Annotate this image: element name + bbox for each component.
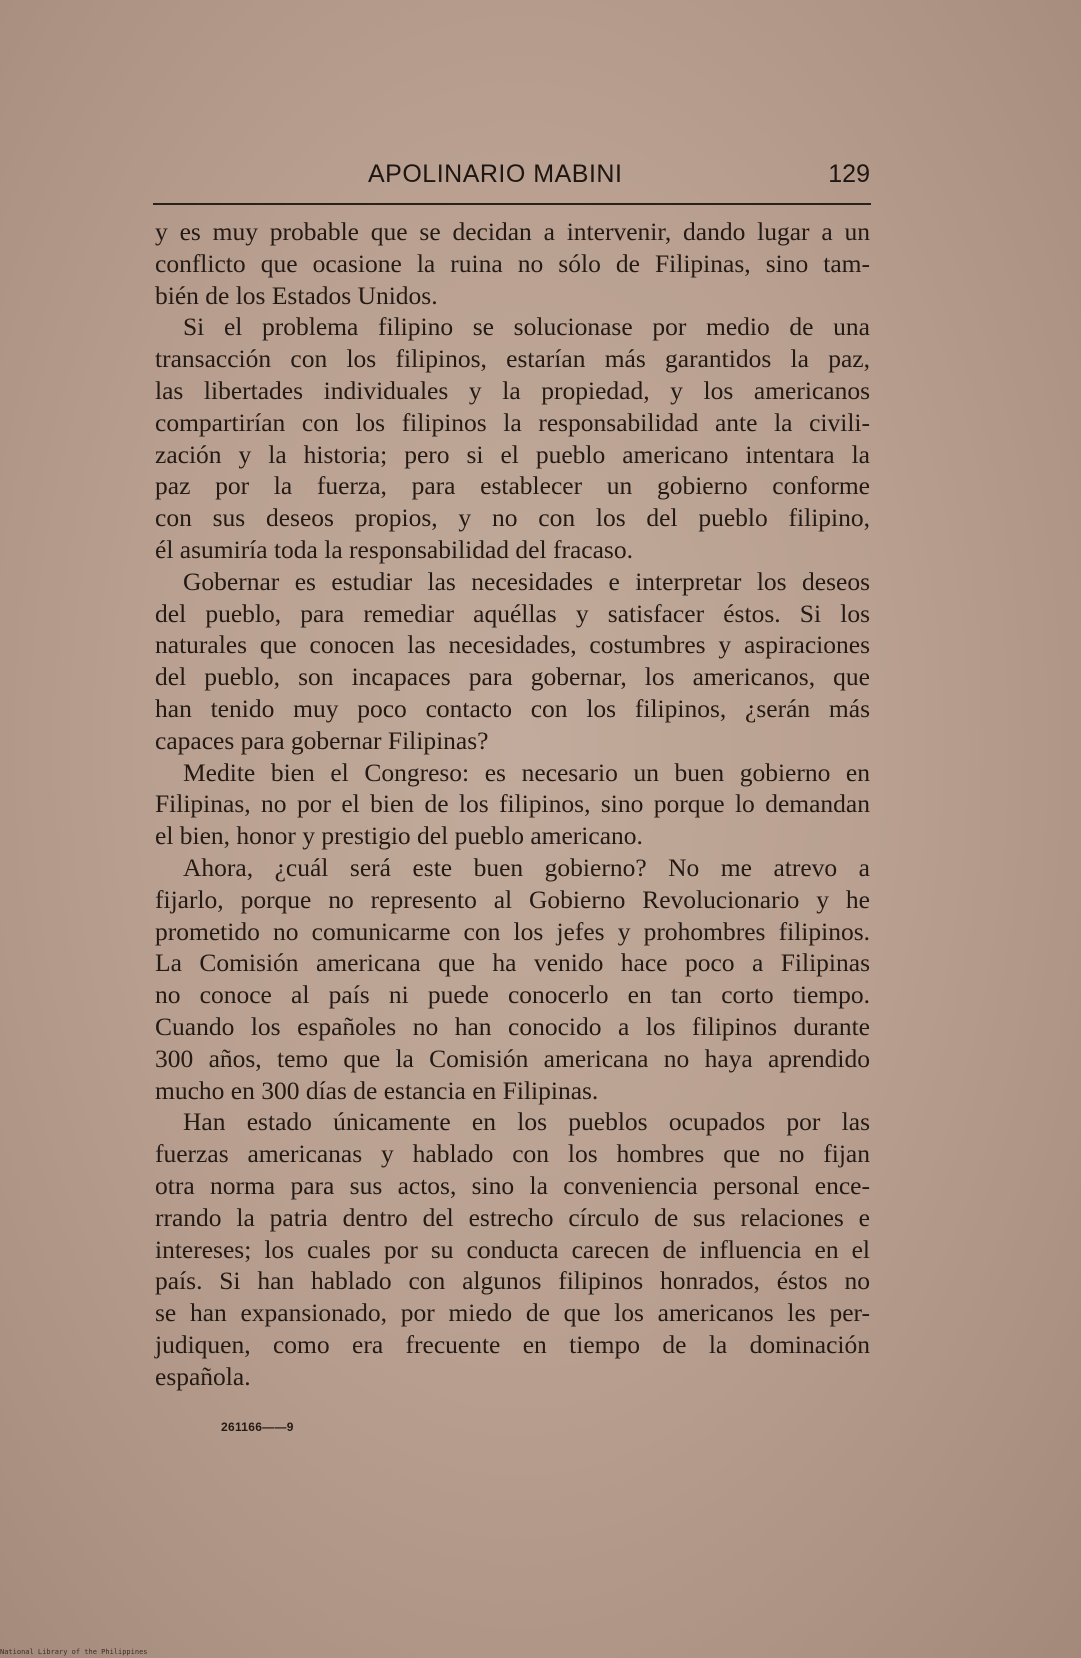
text-line: y es muy probable que se decidan a intervenir, dando lugar a un — [155, 217, 870, 246]
printer-signature: 261166——9 — [221, 1420, 294, 1434]
page-number: 129 — [828, 160, 870, 188]
text-line: se han expansionado, por miedo de que los americanos les per- — [155, 1298, 870, 1328]
text-line: no conoce al país ni puede conocerlo en tan corto tiempo. — [155, 980, 870, 1010]
page-header — [150, 160, 870, 206]
text-line: Han estado únicamente en los pueblos ocupados por las — [183, 1107, 870, 1137]
text-line: conflicto que ocasione la ruina no sólo de Filipinas, sino tam- — [155, 248, 870, 278]
text-line: La Comisión americana que ha venido hace poco a Filipinas — [155, 948, 870, 978]
text-line: compartirían con los filipinos la responsabilidad ante la civili- — [155, 407, 870, 437]
text-line: capaces para gobernar Filipinas? — [155, 725, 489, 755]
text-line: del pueblo, son incapaces para gobernar, los americanos, que — [155, 662, 870, 692]
text-line: transacción con los filipinos, estarían más garantidos la paz, — [155, 344, 870, 374]
header-rule — [153, 203, 871, 205]
text-line: del pueblo, para remediar aquéllas y satisfacer éstos. Si los — [155, 598, 870, 628]
body-text — [155, 216, 870, 1392]
text-line: Si el problema filipino se solucionase por medio de una — [183, 312, 870, 342]
text-line: las libertades individuales y la propiedad, y los americanos — [155, 375, 870, 405]
text-line: bién de los Estados Unidos. — [155, 280, 438, 310]
text-line: él asumiría toda la responsabilidad del fracaso. — [155, 534, 633, 564]
text-line: 300 años, temo que la Comisión americana no haya aprendido — [155, 1043, 870, 1073]
text-line: Ahora, ¿cuál será este buen gobierno? No me atrevo a — [183, 852, 870, 882]
text-line: judiquen, como era frecuente en tiempo de la dominación — [155, 1329, 870, 1359]
text-line: paz por la fuerza, para establecer un gobierno conforme — [155, 471, 870, 501]
library-credit: National Library of the Philippines — [0, 1648, 148, 1656]
text-line: zación y la historia; pero si el pueblo americano intentara la — [155, 439, 870, 469]
text-line: naturales que conocen las necesidades, costumbres y aspiraciones — [155, 630, 870, 660]
running-title: APOLINARIO MABINI — [368, 160, 623, 188]
text-line: Cuando los españoles no han conocido a los filipinos durante — [155, 1011, 870, 1041]
text-line: país. Si han hablado con algunos filipinos honrados, éstos no — [155, 1266, 870, 1296]
text-line: española. — [155, 1361, 251, 1391]
text-line: han tenido muy poco contacto con los filipinos, ¿serán más — [155, 693, 870, 723]
text-line: con sus deseos propios, y no con los del pueblo filipino, — [155, 503, 870, 533]
text-line: el bien, honor y prestigio del pueblo americano. — [155, 821, 643, 851]
text-line: Filipinas, no por el bien de los filipinos, sino porque lo demandan — [155, 789, 870, 819]
text-line: mucho en 300 días de estancia en Filipinas. — [155, 1075, 599, 1105]
text-line: Medite bien el Congreso: es necesario un buen gobierno en — [183, 757, 870, 787]
text-line: fuerzas americanas y hablado con los hombres que no fijan — [155, 1139, 870, 1169]
text-line: fijarlo, porque no represento al Gobierno Revolucionario y he — [155, 884, 870, 914]
text-line: prometido no comunicarme con los jefes y prohombres filipinos. — [155, 916, 870, 946]
text-line: Gobernar es estudiar las necesidades e interpretar los deseos — [183, 566, 870, 596]
text-line: intereses; los cuales por su conducta carecen de influencia en el — [155, 1234, 870, 1264]
text-line: otra norma para sus actos, sino la conveniencia personal ence- — [155, 1170, 870, 1200]
text-line: rrando la patria dentro del estrecho círculo de sus relaciones e — [155, 1202, 870, 1232]
